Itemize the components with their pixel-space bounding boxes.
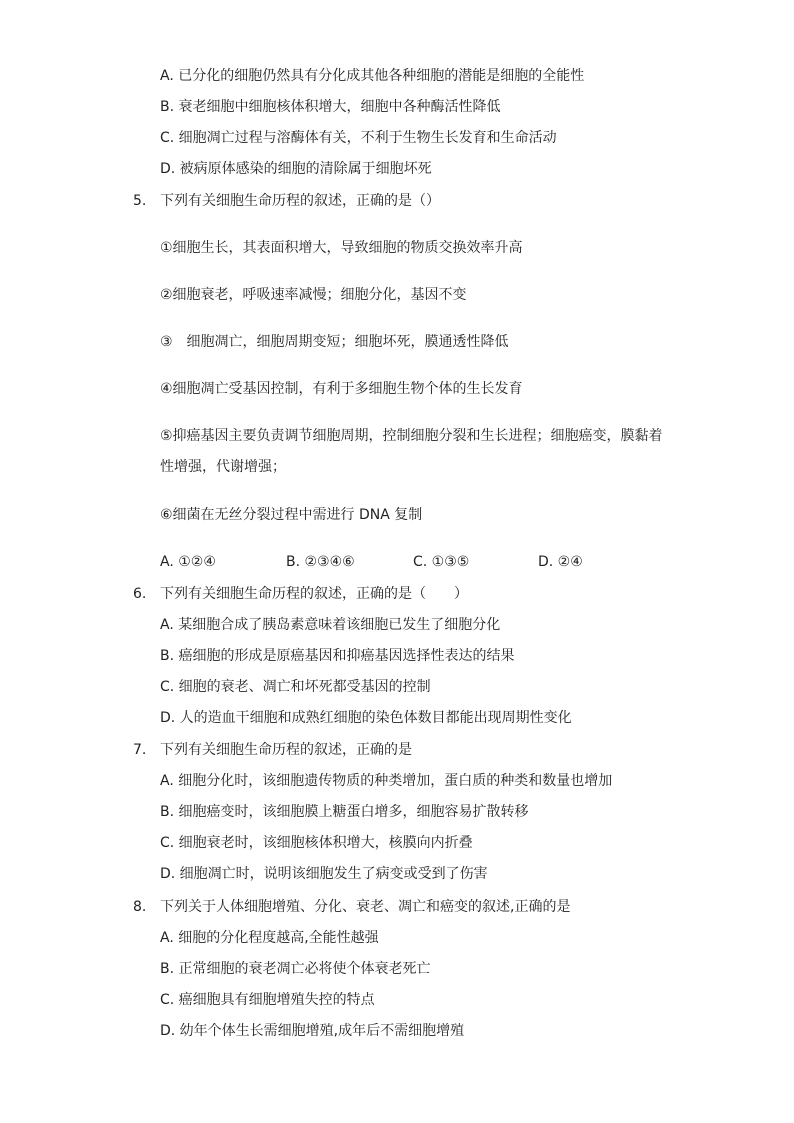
q6-stem: 下列有关细胞生命历程的叙述，正确的是（ ） xyxy=(160,586,468,602)
q4-option-b: B. 衰老细胞中细胞核体积增大，细胞中各种酶活性降低 xyxy=(160,99,501,115)
q8-option-a: A. 细胞的分化程度越高,全能性越强 xyxy=(160,930,379,946)
q7-option-b: B. 细胞癌变时，该细胞膜上糖蛋白增多，细胞容易扩散转移 xyxy=(160,804,529,820)
q6-option-c: C. 细胞的衰老、凋亡和坏死都受基因的控制 xyxy=(160,679,431,695)
q4-option-d: D. 被病原体感染的细胞的清除属于细胞坏死 xyxy=(160,161,432,177)
q5-option-d: D. ②④ xyxy=(538,554,583,570)
q5-statement-6: ⑥细菌在无丝分裂过程中需进行 DNA 复制 xyxy=(160,507,423,523)
q5-option-a: A. ①②④ xyxy=(160,554,216,570)
q7-option-a: A. 细胞分化时，该细胞遗传物质的种类增加，蛋白质的种类和数量也增加 xyxy=(160,773,613,789)
q6-number: 6. xyxy=(133,586,147,602)
q8-stem: 下列关于人体细胞增殖、分化、衰老、凋亡和癌变的叙述,正确的是 xyxy=(160,899,571,915)
q6-option-b: B. 癌细胞的形成是原癌基因和抑癌基因选择性表达的结果 xyxy=(160,648,515,664)
q5-statement-5-cont: 性增强，代谢增强； xyxy=(160,459,286,475)
q7-stem: 下列有关细胞生命历程的叙述，正确的是 xyxy=(160,742,412,758)
q5-statement-2: ②细胞衰老，呼吸速率减慢；细胞分化，基因不变 xyxy=(160,287,467,303)
q5-number: 5. xyxy=(133,193,147,209)
q6-option-d: D. 人的造血干细胞和成熟红细胞的染色体数目都能出现周期性变化 xyxy=(160,710,572,726)
q5-statement-1: ①细胞生长，其表面积增大，导致细胞的物质交换效率升高 xyxy=(160,240,523,256)
q5-statement-4: ④细胞凋亡受基因控制，有利于多细胞生物个体的生长发育 xyxy=(160,381,523,397)
q4-option-a: A. 已分化的细胞仍然具有分化成其他各种细胞的潜能是细胞的全能性 xyxy=(160,68,585,84)
q8-option-d: D. 幼年个体生长需细胞增殖,成年后不需细胞增殖 xyxy=(160,1023,465,1039)
q7-number: 7. xyxy=(133,742,147,758)
q5-statement-3: ③ 细胞凋亡，细胞周期变短；细胞坏死，膜通透性降低 xyxy=(160,334,509,350)
q7-option-c: C. 细胞衰老时，该细胞核体积增大，核膜向内折叠 xyxy=(160,835,473,851)
q7-option-d: D. 细胞凋亡时，说明该细胞发生了病变或受到了伤害 xyxy=(160,866,488,882)
q5-option-c: C. ①③⑤ xyxy=(413,554,470,570)
q8-option-c: C. 癌细胞具有细胞增殖失控的特点 xyxy=(160,992,375,1008)
q5-stem: 下列有关细胞生命历程的叙述，正确的是（） xyxy=(160,193,440,209)
q8-number: 8. xyxy=(133,899,147,915)
q8-option-b: B. 正常细胞的衰老凋亡必将使个体衰老死亡 xyxy=(160,961,431,977)
q5-options-row xyxy=(160,553,620,571)
q6-option-a: A. 某细胞合成了胰岛素意味着该细胞已发生了细胞分化 xyxy=(160,617,501,633)
q4-option-c: C. 细胞凋亡过程与溶酶体有关，不利于生物生长发育和生命活动 xyxy=(160,130,557,146)
q5-statement-5: ⑤抑癌基因主要负责调节细胞周期，控制细胞分裂和生长进程；细胞癌变，膜黏着 xyxy=(160,428,663,444)
q5-option-b: B. ②③④⑥ xyxy=(286,554,355,570)
